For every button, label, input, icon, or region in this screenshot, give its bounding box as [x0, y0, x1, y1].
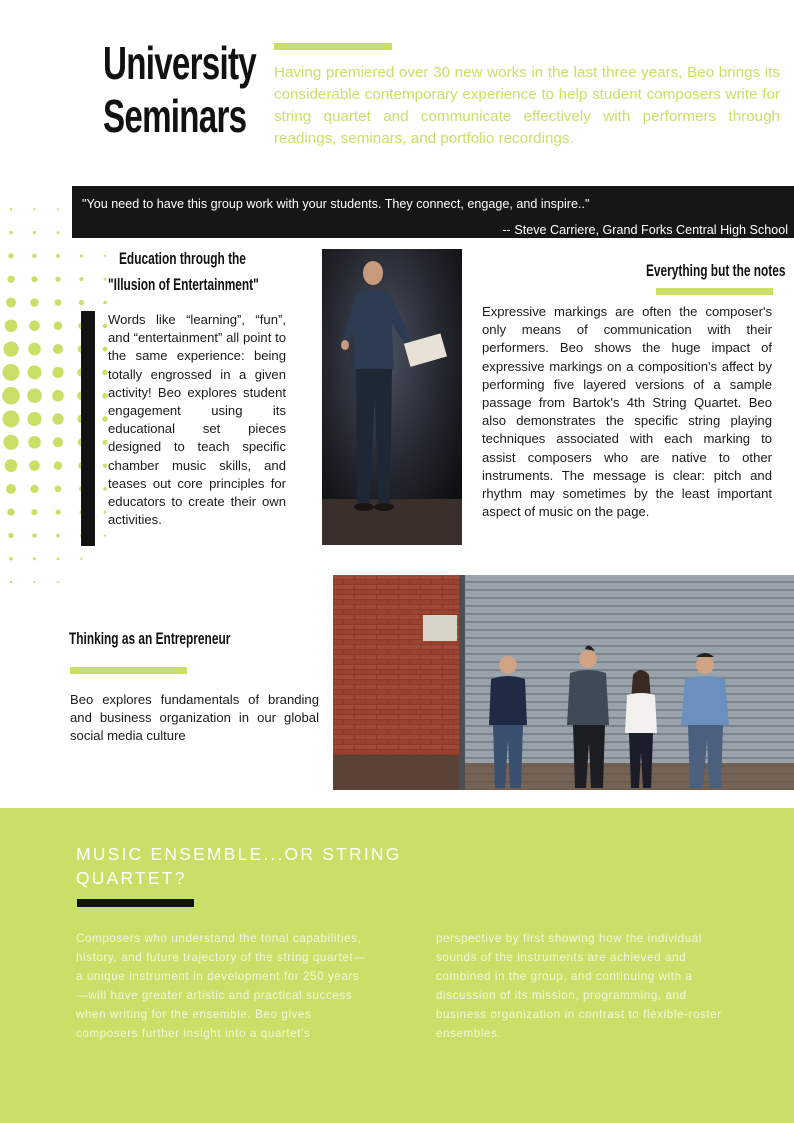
decorative-dot [33, 557, 36, 560]
decorative-dot [5, 459, 18, 472]
decorative-dot [102, 440, 107, 445]
decorative-dot [33, 581, 35, 583]
decorative-dot [33, 208, 35, 210]
decorative-dot [32, 533, 36, 537]
decorative-dot [55, 277, 60, 282]
notes-heading: Everything but the notes [646, 261, 786, 280]
decorative-dot [54, 461, 63, 470]
decorative-dot [5, 319, 18, 332]
decorative-dot [8, 253, 13, 258]
quartet-group-photo [333, 575, 794, 790]
decorative-dot [56, 254, 60, 258]
decorative-dot [8, 533, 13, 538]
ensemble-body-col1: Composers who understand the tonal capabilities, history, and future trajectory of the string quartet—a unique instrument in development for 250 years—will have greater artistic and practical success when writing for the ensemble. Beo gives composers further insight into a quartet's [76, 932, 366, 1040]
decorative-dot [27, 388, 42, 403]
notes-body: Expressive markings are often the composer's only means of communication with their performers. Beo shows the huge impact of expressive markings on a composition's affect by performing five layered versions of a sample passage from Bartok's 4th String Quartet. Beo also demonstrates the specific string playing techniques associated with each marking to assist composers who are native to other instruments. The message is clear: pitch and rhythm may sometimes by the least important aspect of music on the page. [482, 304, 772, 520]
decorative-dot [31, 509, 37, 515]
decorative-dot [102, 393, 108, 399]
education-body: Words like “learning”, “fun”, and “entertainment” all point to the same experience: being totally engrossed in a given activity! Beo explores student engagement using its educational set pieces designed to teach specific chamber music skills, and teases out core principles for educators to create their own activities. [108, 312, 286, 528]
decorative-dot [7, 276, 14, 283]
decorative-dot [31, 276, 37, 282]
intro-accent-bar [274, 43, 392, 50]
decorative-dot [28, 343, 41, 356]
decorative-dot [55, 510, 60, 515]
decorative-dot [103, 301, 107, 305]
decorative-dot [33, 231, 36, 234]
education-vertical-bar [81, 311, 95, 546]
decorative-dot [80, 254, 83, 257]
ensemble-heading-bar [77, 899, 194, 907]
decorative-dot [80, 558, 82, 560]
decorative-dot [57, 231, 60, 234]
decorative-dot [9, 231, 13, 235]
decorative-dot [6, 298, 16, 308]
decorative-dot [57, 557, 60, 560]
decorative-dot [52, 390, 64, 402]
quote-banner [72, 186, 794, 238]
decorative-dot [102, 416, 108, 422]
decorative-dot [53, 437, 63, 447]
entrepreneur-body: Beo explores fundamentals of branding and business organization in our global social media culture [70, 692, 319, 744]
decorative-dot [27, 412, 41, 426]
decorative-dot [57, 581, 59, 583]
decorative-dot [103, 463, 107, 467]
decorative-dot [79, 300, 84, 305]
decorative-dot [2, 387, 20, 405]
decorative-dot [9, 557, 13, 561]
decorative-dot [3, 435, 18, 450]
decorative-dot [28, 436, 41, 449]
decorative-dot [102, 370, 108, 376]
decorative-dot [104, 534, 106, 536]
decorative-dot [52, 367, 63, 378]
decorative-dot [3, 411, 20, 428]
education-heading-line2: "Illusion of Entertainment" [108, 275, 259, 294]
decorative-dot [30, 485, 38, 493]
decorative-dot [29, 460, 40, 471]
decorative-dot [55, 486, 62, 493]
decorative-dot [29, 320, 40, 331]
ensemble-body-col2: perspective by first showing how the individual sounds of the instruments are achieved and combined in the group, and continuing with a discussion of its mission, programming, and business organization in contrast to flexible-roster ensembles. [436, 932, 722, 1040]
decorative-dot [10, 581, 13, 584]
performer-photo [322, 249, 462, 545]
entrepreneur-accent-bar [70, 667, 187, 674]
decorative-dot [10, 208, 13, 211]
decorative-dot [56, 534, 60, 538]
decorative-dot [32, 254, 36, 258]
decorative-dot [3, 341, 18, 356]
decorative-dot [3, 364, 20, 381]
decorative-dot [104, 278, 107, 281]
quote-attribution: -- Steve Carriere, Grand Forks Central High School [502, 223, 788, 237]
decorative-dot [55, 299, 62, 306]
decorative-dot [80, 277, 84, 281]
page-title-line1: University [103, 37, 256, 89]
notes-accent-bar [656, 288, 773, 295]
decorative-dot [102, 347, 107, 352]
decorative-dot [104, 255, 106, 257]
decorative-dot [54, 322, 63, 331]
decorative-dot [53, 344, 63, 354]
decorative-dot [6, 484, 16, 494]
decorative-dot [104, 511, 107, 514]
ensemble-heading: MUSIC ENSEMBLE...OR STRING QUARTET? [76, 844, 402, 888]
education-heading-line1: Education through the [119, 249, 246, 268]
entrepreneur-heading: Thinking as an Entrepreneur [69, 629, 231, 648]
decorative-dot [103, 324, 107, 328]
decorative-dot [103, 487, 107, 491]
quote-text: "You need to have this group work with your students. They connect, engage, and inspire.." [82, 197, 590, 211]
decorative-dot [27, 365, 41, 379]
decorative-dot [7, 509, 14, 516]
decorative-dot [57, 208, 59, 210]
page-title-line2: Seminars [103, 90, 247, 142]
decorative-dot [30, 298, 38, 306]
intro-paragraph: Having premiered over 30 new works in the last three years, Beo brings its considerable contemporary experience to help student composers write for string quartet and communicate effectively with performers through readings, seminars, and portfolio recordings. [274, 64, 780, 147]
decorative-dot [52, 413, 63, 424]
